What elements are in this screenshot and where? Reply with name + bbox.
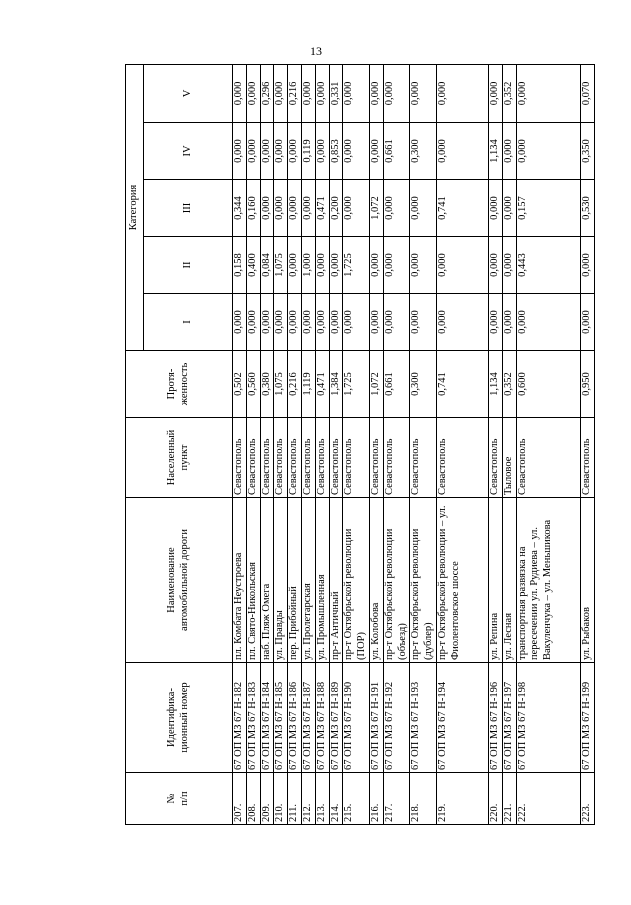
row-id: 67 ОП МЗ 67 Н-198 xyxy=(516,663,580,773)
row-number: 213. xyxy=(315,773,329,825)
row-category-1: 0,000 xyxy=(343,294,370,351)
row-id: 67 ОП МЗ 67 Н-191 xyxy=(369,663,383,773)
row-category-2: 0,000 xyxy=(315,237,329,294)
row-category-4: 1,134 xyxy=(488,123,502,180)
row-category-2: 0,000 xyxy=(580,237,594,294)
row-road-name: пр-т Октябрьской революции – ул. Фиолентовское шоссе xyxy=(436,498,488,663)
row-number: 223. xyxy=(580,773,594,825)
row-category-4: 0,300 xyxy=(410,123,437,180)
row-number: 207. xyxy=(233,773,247,825)
row-id: 67 ОП МЗ 67 Н-194 xyxy=(436,663,488,773)
row-id: 67 ОП МЗ 67 Н-182 xyxy=(233,663,247,773)
table-row xyxy=(410,64,437,824)
row-category-4: 0,000 xyxy=(233,123,247,180)
row-category-3: 0,000 xyxy=(502,180,516,237)
row-road-name: пр-т Античный xyxy=(329,498,343,663)
row-road-name: ул. Лесная xyxy=(502,498,516,663)
table-row xyxy=(260,64,274,824)
row-category-5: 0,070 xyxy=(580,64,594,122)
table-row xyxy=(315,64,329,824)
row-category-3: 0,471 xyxy=(315,180,329,237)
row-settlement: Севастополь xyxy=(383,418,410,498)
row-category-2: 0,084 xyxy=(260,237,274,294)
row-length: 0,502 xyxy=(233,351,247,418)
row-category-3: 0,000 xyxy=(260,180,274,237)
row-length: 1,072 xyxy=(369,351,383,418)
row-id: 67 ОП МЗ 67 Н-192 xyxy=(383,663,410,773)
row-number: 208. xyxy=(246,773,260,825)
row-category-3: 0,000 xyxy=(301,180,315,237)
row-settlement: Севастополь xyxy=(315,418,329,498)
row-length: 1,119 xyxy=(301,351,315,418)
row-category-2: 0,443 xyxy=(516,237,580,294)
row-category-2: 0,000 xyxy=(410,237,437,294)
row-category-1: 0,000 xyxy=(260,294,274,351)
row-settlement: Севастополь xyxy=(580,418,594,498)
row-category-3: 1,072 xyxy=(369,180,383,237)
row-settlement: Севастополь xyxy=(369,418,383,498)
row-category-5: 0,000 xyxy=(516,64,580,122)
row-number: 215. xyxy=(343,773,370,825)
row-category-1: 0,000 xyxy=(488,294,502,351)
row-road-name: пер. Прибойный xyxy=(288,498,302,663)
row-category-3: 0,000 xyxy=(274,180,288,237)
row-id: 67 ОП МЗ 67 Н-197 xyxy=(502,663,516,773)
row-length: 0,380 xyxy=(260,351,274,418)
row-category-3: 0,344 xyxy=(233,180,247,237)
row-number: 222. xyxy=(516,773,580,825)
row-category-1: 0,000 xyxy=(288,294,302,351)
header-category: Категория xyxy=(128,184,140,231)
row-length: 0,471 xyxy=(315,351,329,418)
table-row xyxy=(343,64,370,824)
table-row xyxy=(383,64,410,824)
row-id: 67 ОП МЗ 67 Н-183 xyxy=(246,663,260,773)
row-settlement: Севастополь xyxy=(436,418,488,498)
row-category-1: 0,000 xyxy=(502,294,516,351)
row-category-1: 0,000 xyxy=(301,294,315,351)
table-row xyxy=(580,64,594,824)
row-road-name: наб. Пляж Омега xyxy=(260,498,274,663)
row-category-3: 0,157 xyxy=(516,180,580,237)
header-cat-3: III xyxy=(181,202,193,214)
row-settlement: Севастополь xyxy=(288,418,302,498)
table-row xyxy=(329,64,343,824)
header-cat-4: IV xyxy=(181,145,193,157)
row-category-4: 0,000 xyxy=(516,123,580,180)
table-row xyxy=(369,64,383,824)
row-category-4: 0,661 xyxy=(383,123,410,180)
row-category-4: 0,000 xyxy=(343,123,370,180)
road-registry-table xyxy=(125,64,595,825)
table-row xyxy=(274,64,288,824)
row-category-4: 0,000 xyxy=(436,123,488,180)
row-settlement: Севастополь xyxy=(233,418,247,498)
row-road-name: ул. Колобова xyxy=(369,498,383,663)
header-cat-1: I xyxy=(181,320,193,324)
row-category-3: 0,000 xyxy=(488,180,502,237)
row-category-5: 0,000 xyxy=(233,64,247,122)
row-category-5: 0,331 xyxy=(329,64,343,122)
row-id: 67 ОП МЗ 67 Н-188 xyxy=(315,663,329,773)
row-number: 212. xyxy=(301,773,315,825)
row-category-5: 0,000 xyxy=(343,64,370,122)
row-category-1: 0,000 xyxy=(383,294,410,351)
row-length: 0,950 xyxy=(580,351,594,418)
header-number: № п/п xyxy=(166,791,190,806)
row-length: 0,560 xyxy=(246,351,260,418)
row-number: 209. xyxy=(260,773,274,825)
row-road-name: ул. Правды xyxy=(274,498,288,663)
row-category-2: 1,000 xyxy=(301,237,315,294)
row-length: 0,352 xyxy=(502,351,516,418)
row-category-5: 0,216 xyxy=(288,64,302,122)
row-id: 67 ОП МЗ 67 Н-185 xyxy=(274,663,288,773)
row-category-2: 1,075 xyxy=(274,237,288,294)
row-length: 0,661 xyxy=(383,351,410,418)
row-number: 218. xyxy=(410,773,437,825)
row-id: 67 ОП МЗ 67 Н-190 xyxy=(343,663,370,773)
row-settlement: Тыловое xyxy=(502,418,516,498)
row-category-1: 0,000 xyxy=(329,294,343,351)
row-category-4: 0,000 xyxy=(246,123,260,180)
row-category-1: 0,000 xyxy=(410,294,437,351)
row-id: 67 ОП МЗ 67 Н-187 xyxy=(301,663,315,773)
row-road-name: пл. Комбата Неустроева xyxy=(233,498,247,663)
row-id: 67 ОП МЗ 67 Н-193 xyxy=(410,663,437,773)
row-category-5: 0,352 xyxy=(502,64,516,122)
header-settlement: Населенный пункт xyxy=(166,429,190,486)
table-row xyxy=(233,64,247,824)
table-row xyxy=(301,64,315,824)
row-category-4: 0,000 xyxy=(288,123,302,180)
row-settlement: Севастополь xyxy=(488,418,502,498)
row-number: 219. xyxy=(436,773,488,825)
row-settlement: Севастополь xyxy=(410,418,437,498)
row-category-5: 0,000 xyxy=(488,64,502,122)
header-id: Идентифика- ционный номер xyxy=(166,682,190,753)
row-road-name: пл. Свято-Никольская xyxy=(246,498,260,663)
row-category-1: 0,000 xyxy=(274,294,288,351)
row-number: 211. xyxy=(288,773,302,825)
row-category-2: 1,725 xyxy=(343,237,370,294)
row-length: 0,216 xyxy=(288,351,302,418)
row-category-3: 0,000 xyxy=(343,180,370,237)
row-settlement: Севастополь xyxy=(274,418,288,498)
row-category-4: 0,000 xyxy=(369,123,383,180)
row-category-3: 0,160 xyxy=(246,180,260,237)
road-registry-table-container xyxy=(125,65,591,825)
row-category-3: 0,200 xyxy=(329,180,343,237)
row-number: 210. xyxy=(274,773,288,825)
row-category-1: 0,000 xyxy=(436,294,488,351)
row-category-5: 0,000 xyxy=(369,64,383,122)
page-number: 13 xyxy=(310,44,322,58)
header-length: Протя- женность xyxy=(166,362,190,406)
header-cat-2: II xyxy=(181,261,193,269)
row-road-name: ул. Промышленная xyxy=(315,498,329,663)
row-length: 1,075 xyxy=(274,351,288,418)
row-road-name: транспортная развязка на пересечении ул. Рудиева – ул. Вакуленчука – ул. Меньшикова xyxy=(516,498,580,663)
row-settlement: Севастополь xyxy=(343,418,370,498)
table-row xyxy=(246,64,260,824)
row-road-name: ул. Рыбаков xyxy=(580,498,594,663)
row-road-name: пр-т Октябрьской революции (ПОР) xyxy=(343,498,370,663)
row-settlement: Севастополь xyxy=(246,418,260,498)
row-category-4: 0,000 xyxy=(315,123,329,180)
row-category-1: 0,000 xyxy=(315,294,329,351)
row-id: 67 ОП МЗ 67 Н-199 xyxy=(580,663,594,773)
row-category-2: 0,000 xyxy=(383,237,410,294)
row-category-5: 0,000 xyxy=(410,64,437,122)
row-category-5: 0,000 xyxy=(301,64,315,122)
row-category-1: 0,000 xyxy=(233,294,247,351)
row-category-1: 0,000 xyxy=(580,294,594,351)
row-category-5: 0,000 xyxy=(436,64,488,122)
row-category-5: 0,000 xyxy=(246,64,260,122)
row-category-4: 0,350 xyxy=(580,123,594,180)
row-category-1: 0,000 xyxy=(516,294,580,351)
row-category-4: 0,119 xyxy=(301,123,315,180)
row-settlement: Севастополь xyxy=(516,418,580,498)
row-category-3: 0,000 xyxy=(288,180,302,237)
row-length: 1,134 xyxy=(488,351,502,418)
row-number: 221. xyxy=(502,773,516,825)
row-category-2: 0,000 xyxy=(369,237,383,294)
row-number: 217. xyxy=(383,773,410,825)
row-category-3: 0,000 xyxy=(410,180,437,237)
row-category-2: 0,000 xyxy=(288,237,302,294)
row-category-2: 0,158 xyxy=(233,237,247,294)
row-category-5: 0,296 xyxy=(260,64,274,122)
row-road-name: ул. Репина xyxy=(488,498,502,663)
table-row xyxy=(436,64,488,824)
header-cat-5: V xyxy=(181,89,193,98)
header-road-name: Наименование автомобильной дороги xyxy=(166,529,190,631)
row-road-name: пр-т Октябрьской революции (объезд) xyxy=(383,498,410,663)
row-category-5: 0,000 xyxy=(274,64,288,122)
row-road-name: ул. Пролетарская xyxy=(301,498,315,663)
row-length: 0,600 xyxy=(516,351,580,418)
row-length: 1,384 xyxy=(329,351,343,418)
row-id: 67 ОП МЗ 67 Н-184 xyxy=(260,663,274,773)
row-category-2: 0,400 xyxy=(246,237,260,294)
row-category-2: 0,000 xyxy=(329,237,343,294)
row-length: 1,725 xyxy=(343,351,370,418)
row-id: 67 ОП МЗ 67 Н-186 xyxy=(288,663,302,773)
row-category-4: 0,000 xyxy=(260,123,274,180)
row-id: 67 ОП МЗ 67 Н-189 xyxy=(329,663,343,773)
row-number: 216. xyxy=(369,773,383,825)
row-category-4: 0,853 xyxy=(329,123,343,180)
row-category-3: 0,000 xyxy=(383,180,410,237)
row-category-2: 0,000 xyxy=(488,237,502,294)
row-category-3: 0,530 xyxy=(580,180,594,237)
row-length: 0,741 xyxy=(436,351,488,418)
row-settlement: Севастополь xyxy=(329,418,343,498)
table-row xyxy=(516,64,580,824)
row-category-5: 0,000 xyxy=(383,64,410,122)
table-row xyxy=(488,64,502,824)
row-category-4: 0,000 xyxy=(502,123,516,180)
row-category-4: 0,000 xyxy=(274,123,288,180)
row-length: 0,300 xyxy=(410,351,437,418)
table-row xyxy=(502,64,516,824)
table-body xyxy=(233,64,595,824)
row-category-3: 0,741 xyxy=(436,180,488,237)
row-category-5: 0,000 xyxy=(315,64,329,122)
row-road-name: пр-т Октябрьской революции (дублер) xyxy=(410,498,437,663)
row-category-2: 0,000 xyxy=(502,237,516,294)
row-category-2: 0,000 xyxy=(436,237,488,294)
row-id: 67 ОП МЗ 67 Н-196 xyxy=(488,663,502,773)
row-category-1: 0,000 xyxy=(369,294,383,351)
table-row xyxy=(288,64,302,824)
row-number: 220. xyxy=(488,773,502,825)
row-settlement: Севастополь xyxy=(301,418,315,498)
row-settlement: Севастополь xyxy=(260,418,274,498)
row-number: 214. xyxy=(329,773,343,825)
row-category-1: 0,000 xyxy=(246,294,260,351)
